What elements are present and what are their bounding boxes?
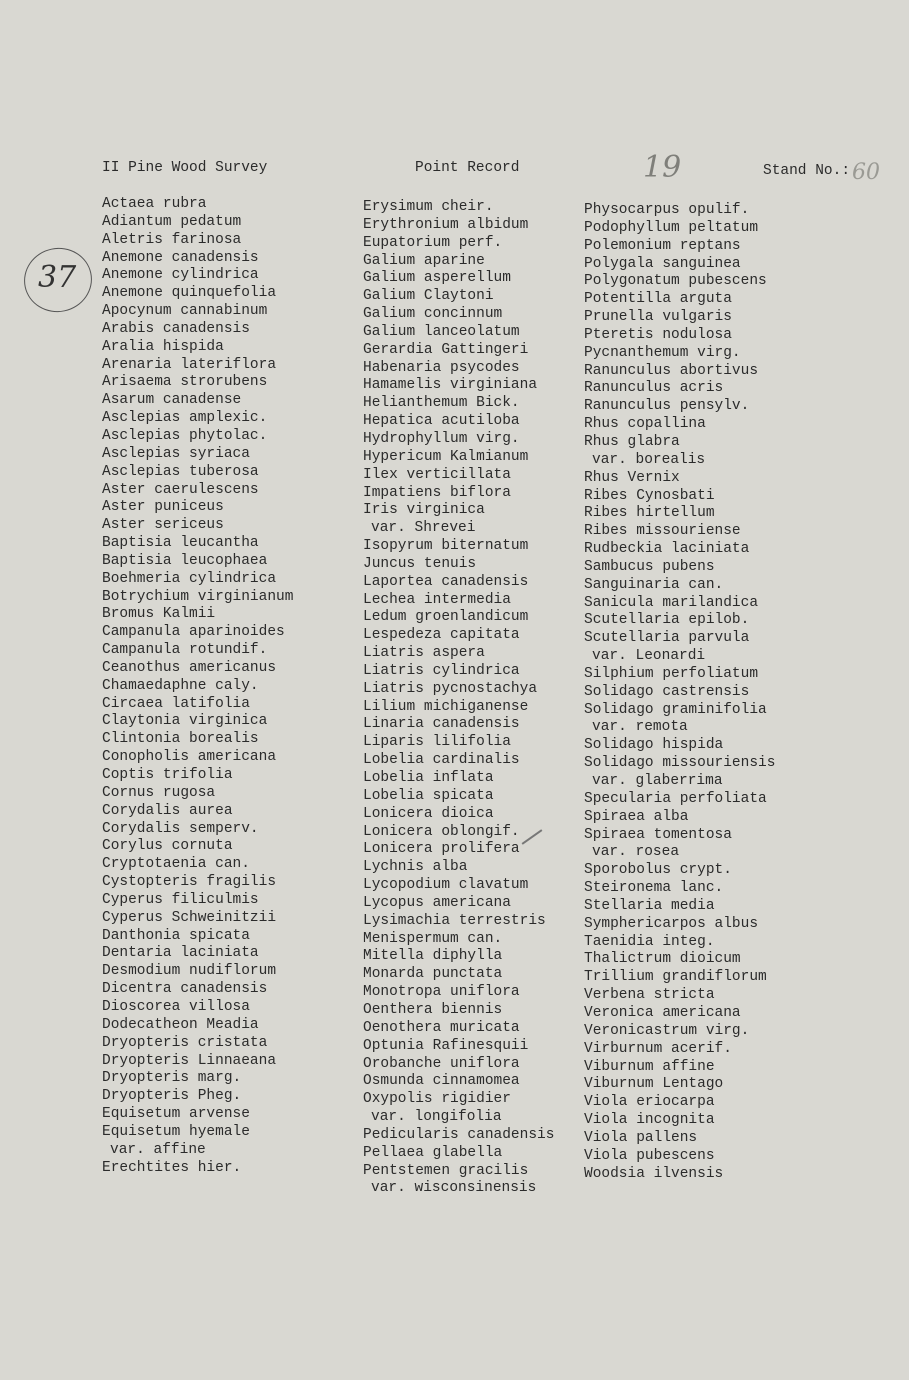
species-entry: Juncus tenuis: [363, 555, 477, 572]
species-entry: Silphium perfoliatum: [584, 665, 759, 682]
species-entry: Coptis trifolia: [102, 767, 233, 783]
species-entry: Viola pallens: [584, 1129, 698, 1146]
species-entry: Sanguinaria can.: [584, 576, 724, 593]
species-entry: Steironema lanc.: [584, 880, 724, 897]
species-entry: Osmunda cinnamomea: [363, 1073, 520, 1090]
species-entry: Lobelia spicata: [363, 787, 494, 804]
species-entry: Rudbeckia laciniata: [584, 541, 750, 558]
species-entry: Oenothera muricata: [363, 1019, 520, 1036]
circled-number: 37: [38, 260, 77, 295]
species-entry: Arenaria lateriflora: [102, 356, 277, 373]
species-entry: Erythronium albidum: [363, 216, 529, 233]
species-entry: Ranunculus abortivus: [584, 362, 759, 379]
species-entry: Hepatica acutiloba: [363, 413, 520, 430]
species-entry: Galium Claytoni: [363, 288, 494, 305]
species-entry: Arabis canadensis: [102, 320, 250, 337]
species-entry: Dioscorea villosa: [102, 998, 250, 1015]
species-entry: Asarum canadense: [102, 392, 242, 409]
species-entry: Viburnum affine: [584, 1058, 715, 1075]
species-entry: Erysimum cheir.: [363, 199, 494, 215]
species-entry: Anemone canadensis: [102, 249, 259, 266]
species-entry: Monarda punctata: [363, 966, 503, 983]
species-entry: Anemone quinquefolia: [102, 285, 277, 302]
species-entry: Polygonatum pubescens: [584, 273, 767, 290]
species-entry: Apocynum cannabinum: [102, 303, 268, 320]
species-entry: Chamaedaphne caly.: [102, 677, 259, 694]
species-entry: Solidago graminifolia: [584, 701, 767, 718]
species-entry: Ledum groenlandicum: [363, 609, 529, 626]
species-entry: Ribes missouriense: [584, 523, 741, 540]
species-entry: Rhus glabra: [584, 433, 680, 450]
species-entry: Liatris pycnostachya: [363, 680, 538, 697]
species-entry: Aster sericeus: [102, 517, 224, 534]
stand-number-label: Stand No.:: [763, 163, 851, 179]
species-entry: Taenidia integ.: [584, 933, 715, 950]
species-entry: Desmodium nudiflorum: [102, 963, 277, 980]
species-entry: Polygala sanguinea: [584, 255, 741, 272]
species-entry: Actaea rubra: [102, 196, 207, 212]
species-entry: var. glaberrima: [592, 773, 723, 789]
species-entry: Lobelia cardinalis: [363, 752, 520, 769]
species-entry: Viola eriocarpa: [584, 1094, 715, 1111]
species-entry: Veronicastrum virg.: [584, 1022, 750, 1039]
species-entry: Isopyrum biternatum: [363, 538, 529, 555]
species-entry: Cryptotaenia can.: [102, 856, 250, 873]
species-entry: Boehmeria cylindrica: [102, 570, 277, 587]
species-entry: Adiantum pedatum: [102, 213, 242, 230]
species-entry: Symphericarpos albus: [584, 915, 759, 932]
species-entry: Verbena stricta: [584, 987, 715, 1004]
species-column-1: [102, 196, 293, 1177]
species-entry: Conopholis americana: [102, 749, 277, 766]
species-entry: Viola incognita: [584, 1112, 715, 1129]
species-entry: Lespedeza capitata: [363, 627, 520, 644]
species-entry: Spiraea tomentosa: [584, 826, 732, 843]
species-entry: Pedicularis canadensis: [363, 1126, 555, 1143]
species-entry: Sanicula marilandica: [584, 594, 759, 611]
species-entry: Dryopteris marg.: [102, 1070, 242, 1087]
species-entry: Aster caerulescens: [102, 481, 259, 498]
species-entry: Oenthera biennis: [363, 1001, 503, 1018]
species-entry: Lilium michiganense: [363, 698, 529, 715]
species-entry: Monotropa uniflora: [363, 984, 520, 1001]
species-entry: Prunella vulgaris: [584, 309, 732, 326]
species-entry: Trillium grandiflorum: [584, 969, 767, 986]
species-entry: var. longifolia: [371, 1109, 502, 1126]
species-entry: Stellaria media: [584, 897, 715, 914]
species-entry: Pentstemen gracilis: [363, 1162, 529, 1179]
species-entry: Lonicera dioica: [363, 805, 494, 822]
species-entry: Lycopodium clavatum: [363, 877, 529, 894]
species-entry: Lysimachia terrestris: [363, 912, 546, 929]
species-entry: Cornus rugosa: [102, 784, 216, 801]
species-entry: Sambucus pubens: [584, 558, 715, 575]
species-entry: Dryopteris Pheg.: [102, 1088, 242, 1105]
species-entry: Veronica americana: [584, 1004, 741, 1021]
species-entry: Campanula aparinoides: [102, 624, 285, 641]
species-entry: Polemonium reptans: [584, 237, 741, 254]
species-entry: Corylus cornuta: [102, 838, 233, 855]
species-entry: Asclepias syriaca: [102, 445, 250, 462]
species-entry: Cystopteris fragilis: [102, 874, 277, 891]
species-entry: Galium concinnum: [363, 306, 503, 323]
species-entry: Virburnum acerif.: [584, 1040, 732, 1057]
record-type-label: Point Record: [415, 160, 520, 176]
species-entry: Galium lanceolatum: [363, 323, 520, 340]
species-entry: Corydalis semperv.: [102, 820, 259, 837]
species-entry: var. borealis: [592, 451, 706, 468]
species-entry: Lobelia inflata: [363, 770, 494, 786]
species-entry: Claytonia virginica: [102, 713, 268, 730]
species-entry: Thalictrum dioicum: [584, 951, 741, 968]
species-entry: Optunia Rafinesquii: [363, 1037, 529, 1054]
species-entry: Baptisia leucophaea: [102, 552, 268, 569]
species-entry: Iris virginica: [363, 502, 485, 519]
species-entry: Botrychium virginianum: [102, 588, 294, 605]
species-entry: Rhus Vernix: [584, 469, 680, 486]
species-entry: Orobanche uniflora: [363, 1055, 520, 1072]
species-entry: Habenaria psycodes: [363, 359, 520, 376]
species-entry: Anemone cylindrica: [102, 267, 259, 284]
species-entry: Scutellaria parvula: [584, 630, 750, 647]
species-entry: Hydrophyllum virg.: [363, 430, 520, 447]
species-entry: Laportea canadensis: [363, 573, 529, 590]
species-entry: Hamamelis virginiana: [363, 377, 538, 394]
handwritten-record-number: 19: [643, 150, 682, 185]
species-entry: var. Leonardi: [592, 648, 706, 665]
species-entry: Viola pubescens: [584, 1147, 715, 1164]
species-entry: Dicentra canadensis: [102, 981, 268, 998]
species-entry: Dryopteris Linnaeana: [102, 1052, 277, 1069]
species-entry: Equisetum arvense: [102, 1106, 250, 1123]
species-entry: Liparis lilifolia: [363, 734, 511, 751]
species-entry: Dryopteris cristata: [102, 1034, 268, 1051]
species-entry: Circaea latifolia: [102, 695, 250, 712]
species-entry: Gerardia Gattingeri: [363, 341, 529, 358]
species-entry: var. affine: [110, 1141, 206, 1158]
species-entry: Asclepias tuberosa: [102, 463, 259, 480]
species-entry: Galium aparine: [363, 252, 485, 269]
species-entry: Clintonia borealis: [102, 731, 259, 748]
species-entry: Lonicera oblongif.: [363, 823, 520, 840]
species-entry: Hypericum Kalmianum: [363, 448, 529, 465]
species-entry: Danthonia spicata: [102, 927, 250, 944]
species-entry: Solidago castrensis: [584, 683, 750, 700]
species-entry: Scutellaria epilob.: [584, 612, 750, 629]
species-entry: Woodsia ilvensis: [584, 1165, 724, 1182]
species-entry: Linaria canadensis: [363, 716, 520, 733]
species-entry: Ribes hirtellum: [584, 505, 715, 522]
species-entry: Cyperus Schweinitzii: [102, 909, 277, 926]
species-entry: Campanula rotundif.: [102, 642, 268, 659]
species-entry: Bromus Kalmii: [102, 606, 216, 623]
species-entry: Pycnanthemum virg.: [584, 344, 741, 361]
species-entry: Aralia hispida: [102, 338, 224, 355]
species-entry: Menispermum can.: [363, 930, 503, 947]
species-entry: Ceanothus americanus: [102, 659, 277, 676]
species-entry: Lonicera prolifera: [363, 841, 520, 858]
species-entry: Podophyllum peltatum: [584, 219, 759, 236]
species-entry: Physocarpus opulif.: [584, 202, 750, 218]
species-entry: var. wisconsinensis: [371, 1180, 537, 1197]
species-entry: Baptisia leucantha: [102, 535, 259, 552]
species-entry: Ranunculus pensylv.: [584, 398, 750, 415]
species-entry: Liatris aspera: [363, 645, 485, 662]
species-entry: Cyperus filiculmis: [102, 891, 259, 908]
species-entry: Galium asperellum: [363, 270, 511, 287]
species-entry: Aster puniceus: [102, 499, 224, 516]
handwritten-stand-number: 60: [852, 160, 880, 185]
species-entry: Dodecatheon Meadia: [102, 1016, 259, 1033]
species-entry: Asclepias amplexic.: [102, 410, 268, 427]
species-entry: Erechtites hier.: [102, 1159, 242, 1176]
species-entry: Impatiens biflora: [363, 484, 511, 501]
survey-title: II Pine Wood Survey: [102, 160, 268, 176]
species-entry: Aletris farinosa: [102, 231, 242, 248]
species-entry: Potentilla arguta: [584, 291, 732, 308]
species-entry: Lechea intermedia: [363, 591, 511, 608]
species-entry: Spiraea alba: [584, 808, 689, 825]
species-entry: Ilex verticillata: [363, 466, 511, 483]
species-entry: Eupatorium perf.: [363, 234, 503, 251]
species-entry: var. rosea: [592, 844, 680, 861]
species-entry: Dentaria laciniata: [102, 945, 259, 962]
species-entry: Arisaema strorubens: [102, 374, 268, 391]
species-entry: var. remota: [592, 719, 688, 736]
species-entry: Pteretis nodulosa: [584, 326, 732, 343]
species-column-2: [363, 199, 554, 1198]
species-entry: Solidago hispida: [584, 737, 724, 754]
species-entry: Liatris cylindrica: [363, 662, 520, 679]
species-entry: Asclepias phytolac.: [102, 427, 268, 444]
species-entry: Ranunculus acris: [584, 380, 724, 397]
species-entry: Oxypolis rigidier: [363, 1091, 511, 1108]
species-entry: Equisetum hyemale: [102, 1123, 250, 1140]
species-entry: var. Shrevei: [371, 520, 476, 537]
species-entry: Rhus copallina: [584, 416, 706, 433]
species-entry: Helianthemum Bick.: [363, 395, 520, 412]
species-entry: Pellaea glabella: [363, 1144, 503, 1161]
species-entry: Mitella diphylla: [363, 948, 503, 965]
species-column-3: [584, 202, 775, 1183]
species-entry: Corydalis aurea: [102, 802, 233, 819]
species-entry: Specularia perfoliata: [584, 790, 767, 807]
species-entry: Sporobolus crypt.: [584, 862, 732, 879]
species-entry: Solidago missouriensis: [584, 755, 776, 772]
species-entry: Ribes Cynosbati: [584, 487, 715, 504]
species-entry: Lychnis alba: [363, 859, 468, 876]
species-entry: Lycopus americana: [363, 894, 511, 911]
species-entry: Viburnum Lentago: [584, 1076, 724, 1093]
